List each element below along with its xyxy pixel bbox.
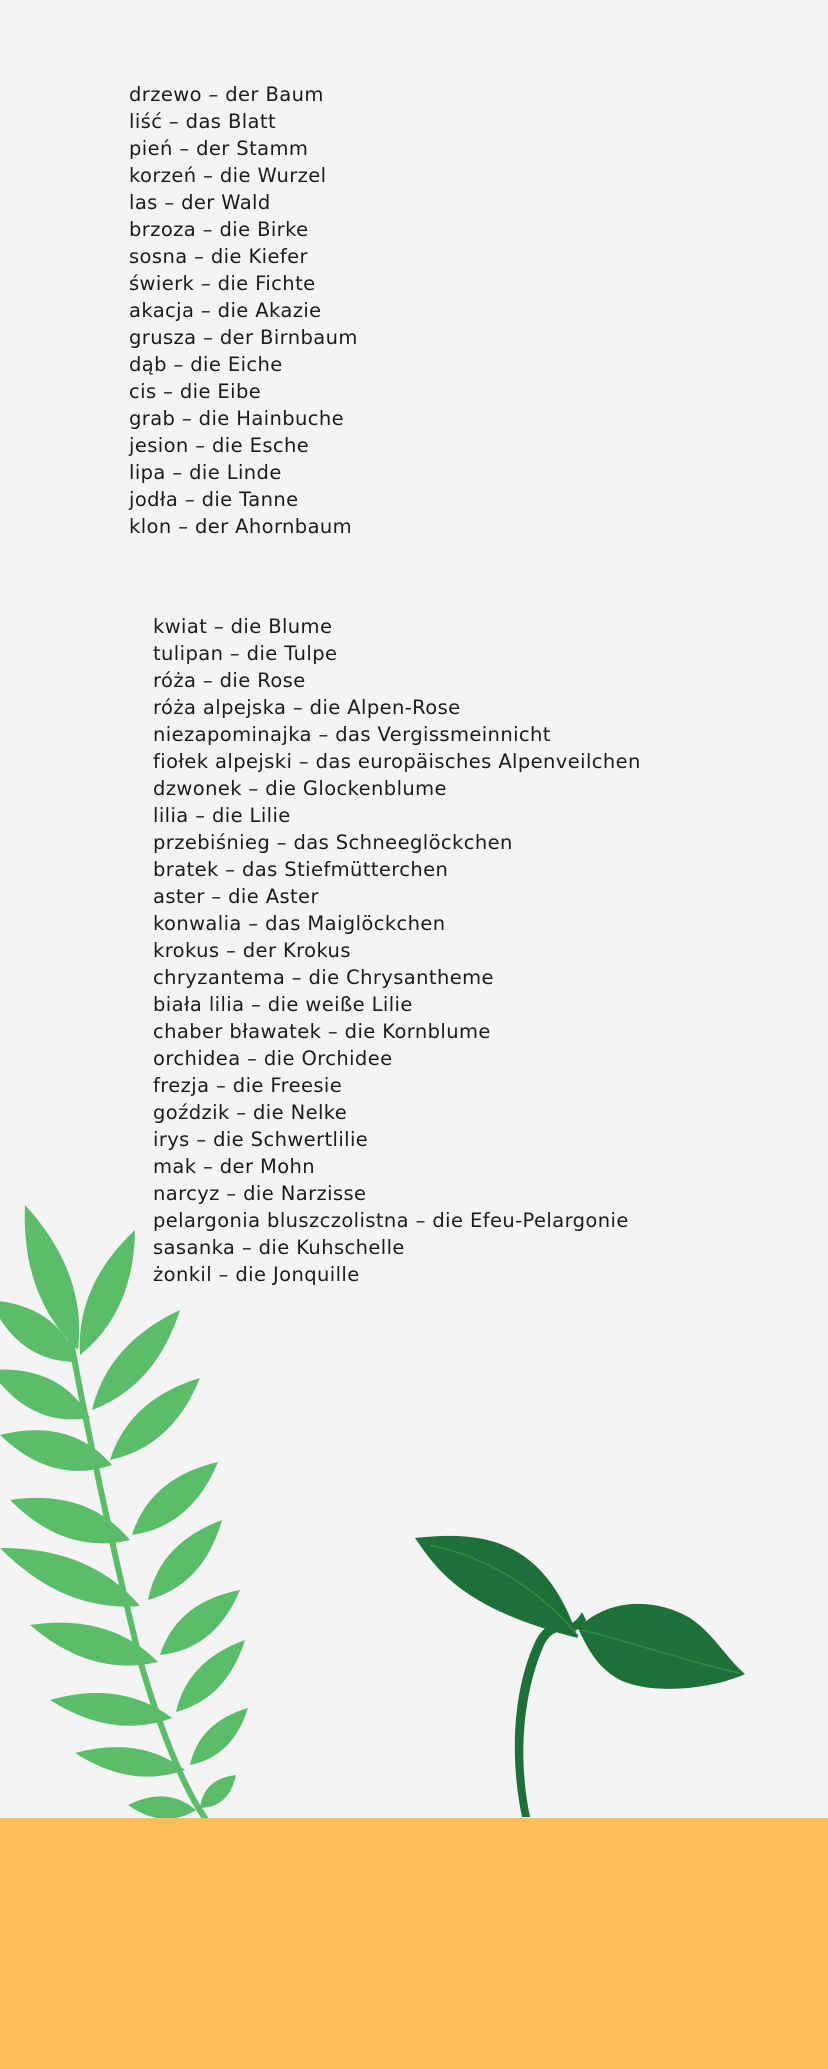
flower-vocabulary-item: goździk – die Nelke: [153, 1101, 348, 1124]
flower-vocabulary-item: fiołek alpejski – das europäisches Alpenveilchen: [153, 750, 641, 773]
tree-vocabulary-item: sosna – die Kiefer: [129, 245, 308, 268]
tree-vocabulary-item: cis – die Eibe: [129, 380, 262, 403]
tree-vocabulary-item: akacja – die Akazie: [129, 299, 322, 322]
flower-vocabulary-item: tulipan – die Tulpe: [153, 642, 338, 665]
flower-vocabulary-item: krokus – der Krokus: [153, 939, 351, 962]
flower-vocabulary-item: aster – die Aster: [153, 885, 319, 908]
ground-band: [0, 1818, 828, 2069]
flower-vocabulary-item: irys – die Schwertlilie: [153, 1128, 369, 1151]
tree-vocabulary-item: pień – der Stamm: [129, 137, 309, 160]
flower-vocabulary-item: orchidea – die Orchidee: [153, 1047, 393, 1070]
flower-vocabulary-item: róża alpejska – die Alpen-Rose: [153, 696, 461, 719]
flower-vocabulary-item: kwiat – die Blume: [153, 615, 333, 638]
flower-vocabulary-item: konwalia – das Maiglöckchen: [153, 912, 446, 935]
flower-vocabulary-item: bratek – das Stiefmütterchen: [153, 858, 449, 881]
flower-vocabulary-item: pelargonia bluszczolistna – die Efeu-Pelargonie: [153, 1209, 629, 1232]
tree-vocabulary-item: jodła – die Tanne: [129, 488, 299, 511]
sprout-left-leaf: [415, 1536, 578, 1638]
tree-vocabulary-item: brzoza – die Birke: [129, 218, 309, 241]
tree-vocabulary-item: drzewo – der Baum: [129, 83, 324, 106]
flower-vocabulary-item: frezja – die Freesie: [153, 1074, 343, 1097]
tree-vocabulary-item: las – der Wald: [129, 191, 271, 214]
flower-vocabulary-item: przebiśnieg – das Schneeglöckchen: [153, 831, 513, 854]
tree-vocabulary-item: grusza – der Birnbaum: [129, 326, 358, 349]
tree-vocabulary-item: klon – der Ahornbaum: [129, 515, 353, 538]
flower-vocabulary-item: lilia – die Lilie: [153, 804, 291, 827]
sprout-right-leaf: [578, 1604, 745, 1689]
flower-vocabulary-item: chaber bławatek – die Kornblume: [153, 1020, 491, 1043]
flower-vocabulary-item: narcyz – die Narzisse: [153, 1182, 367, 1205]
flower-vocabulary-item: żonkil – die Jonquille: [153, 1263, 360, 1286]
tree-vocabulary-item: liść – das Blatt: [129, 110, 276, 133]
flower-vocabulary-item: biała lilia – die weiße Lilie: [153, 993, 413, 1016]
tree-vocabulary-item: jesion – die Esche: [129, 434, 310, 457]
flower-vocabulary-item: mak – der Mohn: [153, 1155, 316, 1178]
sprout-stem: [515, 1612, 586, 1817]
tree-vocabulary-item: lipa – die Linde: [129, 461, 282, 484]
flower-vocabulary-item: niezapominajka – das Vergissmeinnicht: [153, 723, 551, 746]
flower-vocabulary-item: dzwonek – die Glockenblume: [153, 777, 447, 800]
tree-vocabulary-item: grab – die Hainbuche: [129, 407, 345, 430]
tree-vocabulary-item: dąb – die Eiche: [129, 353, 283, 376]
flower-vocabulary-item: chryzantema – die Chrysantheme: [153, 966, 494, 989]
tree-vocabulary-item: świerk – die Fichte: [129, 272, 316, 295]
flower-vocabulary-item: róża – die Rose: [153, 669, 306, 692]
flower-vocabulary-item: sasanka – die Kuhschelle: [153, 1236, 405, 1259]
tree-vocabulary-item: korzeń – die Wurzel: [129, 164, 327, 187]
